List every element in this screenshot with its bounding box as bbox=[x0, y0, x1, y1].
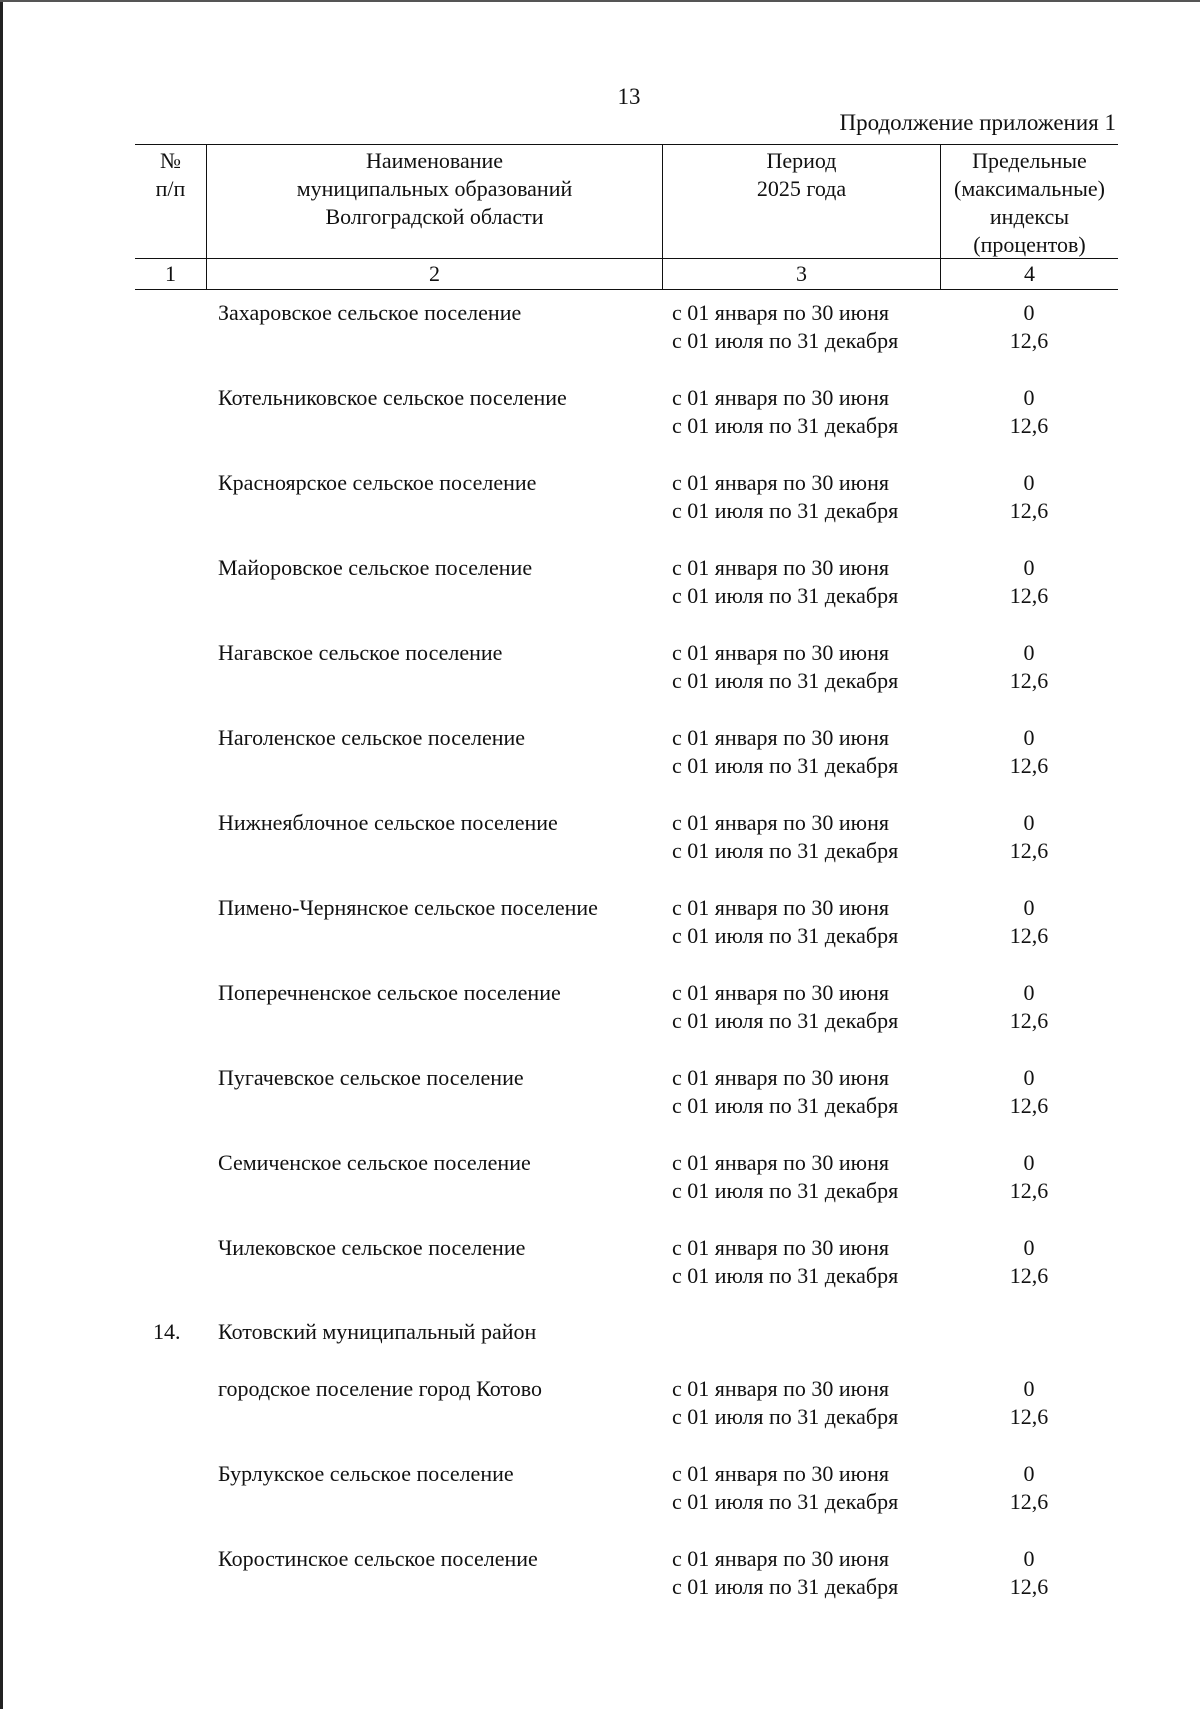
index-cell bbox=[995, 1064, 1063, 1120]
period-line: с 01 июля по 31 декабря bbox=[672, 1008, 899, 1033]
district-name: Котовский муниципальный район bbox=[218, 1319, 537, 1344]
index-value: 12,6 bbox=[1009, 498, 1049, 523]
index-cell bbox=[995, 554, 1063, 610]
period-line: с 01 июля по 31 декабря bbox=[672, 668, 899, 693]
index-value: 12,6 bbox=[1009, 1489, 1049, 1514]
period-line: с 01 января по 30 июня bbox=[672, 980, 890, 1005]
period-cell bbox=[672, 1064, 898, 1120]
settlement-name: Наголенское сельское поселение bbox=[218, 725, 526, 750]
index-value: 12,6 bbox=[1009, 1404, 1049, 1429]
period-line: с 01 июля по 31 декабря bbox=[672, 1093, 899, 1118]
settlement-name: Семиченское сельское поселение bbox=[218, 1150, 531, 1175]
period-line: с 01 июля по 31 декабря bbox=[672, 838, 899, 863]
period-line: с 01 июля по 31 декабря bbox=[672, 1404, 899, 1429]
settlement-name: Поперечненское сельское поселение bbox=[218, 980, 561, 1005]
index-value: 12,6 bbox=[1009, 753, 1049, 778]
index-value: 0 bbox=[1023, 300, 1035, 325]
index-value: 12,6 bbox=[1009, 668, 1049, 693]
period-cell bbox=[672, 299, 898, 355]
index-cell bbox=[995, 1460, 1063, 1516]
column-number: 3 bbox=[796, 261, 807, 286]
index-cell bbox=[995, 809, 1063, 865]
period-line: с 01 января по 30 июня bbox=[672, 385, 890, 410]
period-cell bbox=[672, 554, 898, 610]
period-line: с 01 января по 30 июня bbox=[672, 810, 890, 835]
settlement-name: Пугачевское сельское поселение bbox=[218, 1065, 524, 1090]
index-value: 0 bbox=[1023, 640, 1035, 665]
page-number: 13 bbox=[617, 84, 641, 109]
index-value: 0 bbox=[1023, 980, 1035, 1005]
index-value: 12,6 bbox=[1009, 1008, 1049, 1033]
period-line: с 01 июля по 31 декабря bbox=[672, 1574, 899, 1599]
settlement-name: Нижнеяблочное сельское поселение bbox=[218, 810, 558, 835]
index-value: 12,6 bbox=[1009, 583, 1049, 608]
period-cell bbox=[672, 469, 898, 525]
period-line: с 01 января по 30 июня bbox=[672, 300, 890, 325]
index-cell bbox=[995, 1149, 1063, 1205]
header-line: Наименование муниципальных образований Волгоградской области bbox=[296, 148, 573, 229]
period-cell bbox=[672, 894, 898, 950]
period-line: с 01 января по 30 июня bbox=[672, 1065, 890, 1090]
index-cell bbox=[995, 469, 1063, 525]
index-cell bbox=[995, 979, 1063, 1035]
period-cell bbox=[672, 1375, 898, 1431]
index-value: 12,6 bbox=[1009, 413, 1049, 438]
settlement-name: Котельниковское сельское поселение bbox=[218, 385, 567, 410]
period-cell bbox=[672, 979, 898, 1035]
settlement-name: Пимено-Чернянское сельское поселение bbox=[218, 895, 598, 920]
index-value: 0 bbox=[1023, 1376, 1035, 1401]
index-cell bbox=[995, 639, 1063, 695]
settlement-name: Чилековское сельское поселение bbox=[218, 1235, 526, 1260]
index-value: 12,6 bbox=[1009, 328, 1049, 353]
index-value: 0 bbox=[1023, 1150, 1035, 1175]
index-cell bbox=[995, 1234, 1063, 1290]
period-cell bbox=[672, 1545, 898, 1601]
index-value: 12,6 bbox=[1009, 1093, 1049, 1118]
index-value: 0 bbox=[1023, 470, 1035, 495]
index-value: 0 bbox=[1023, 385, 1035, 410]
period-line: с 01 января по 30 июня bbox=[672, 640, 890, 665]
settlement-name: Нагавское сельское поселение bbox=[218, 640, 503, 665]
period-line: с 01 июля по 31 декабря bbox=[672, 413, 899, 438]
index-value: 0 bbox=[1023, 1235, 1035, 1260]
period-cell bbox=[672, 1234, 898, 1290]
period-cell bbox=[672, 1460, 898, 1516]
index-value: 0 bbox=[1023, 895, 1035, 920]
index-cell bbox=[995, 724, 1063, 780]
period-line: с 01 января по 30 июня bbox=[672, 1150, 890, 1175]
column-number: 2 bbox=[429, 261, 440, 286]
period-cell bbox=[672, 724, 898, 780]
period-line: с 01 января по 30 июня bbox=[672, 1461, 890, 1486]
settlement-name: Коростинское сельское поселение bbox=[218, 1546, 538, 1571]
header-line: Предельные (максимальные) индексы (процентов) bbox=[954, 148, 1105, 257]
period-line: с 01 января по 30 июня bbox=[672, 1546, 890, 1571]
header-line: Период 2025 года bbox=[756, 148, 847, 201]
index-value: 12,6 bbox=[1009, 1574, 1049, 1599]
period-line: с 01 января по 30 июня bbox=[672, 470, 890, 495]
period-line: с 01 июля по 31 декабря bbox=[672, 498, 899, 523]
period-cell bbox=[672, 809, 898, 865]
period-line: с 01 января по 30 июня bbox=[672, 1376, 890, 1401]
header-line: № п/п bbox=[155, 148, 186, 201]
index-cell bbox=[995, 1375, 1063, 1431]
index-value: 0 bbox=[1023, 1546, 1035, 1571]
index-value: 12,6 bbox=[1009, 1263, 1049, 1288]
period-line: с 01 июля по 31 декабря bbox=[672, 328, 899, 353]
period-line: с 01 января по 30 июня bbox=[672, 725, 890, 750]
index-cell bbox=[995, 299, 1063, 355]
index-value: 0 bbox=[1023, 810, 1035, 835]
settlement-name: городское поселение город Котово bbox=[218, 1376, 542, 1401]
continuation-label: Продолжение приложения 1 bbox=[839, 110, 1116, 135]
settlement-name: Красноярское сельское поселение bbox=[218, 470, 537, 495]
period-line: с 01 января по 30 июня bbox=[672, 895, 890, 920]
settlement-name: Майоровское сельское поселение bbox=[218, 555, 533, 580]
index-cell bbox=[995, 894, 1063, 950]
period-line: с 01 июля по 31 декабря bbox=[672, 753, 899, 778]
period-line: с 01 июля по 31 декабря bbox=[672, 583, 899, 608]
column-number: 1 bbox=[165, 261, 176, 286]
row-number: 14. bbox=[153, 1319, 181, 1344]
period-line: с 01 января по 30 июня bbox=[672, 555, 890, 580]
period-cell bbox=[672, 1149, 898, 1205]
period-line: с 01 июля по 31 декабря bbox=[672, 1178, 899, 1203]
index-value: 0 bbox=[1023, 725, 1035, 750]
index-value: 12,6 bbox=[1009, 923, 1049, 948]
index-cell bbox=[995, 1545, 1063, 1601]
period-line: с 01 июля по 31 декабря bbox=[672, 1489, 899, 1514]
index-value: 12,6 bbox=[1009, 838, 1049, 863]
settlement-name: Захаровское сельское поселение bbox=[218, 300, 522, 325]
column-number: 4 bbox=[1024, 261, 1035, 286]
period-line: с 01 июля по 31 декабря bbox=[672, 923, 899, 948]
index-value: 0 bbox=[1023, 1461, 1035, 1486]
period-line: с 01 июля по 31 декабря bbox=[672, 1263, 899, 1288]
index-value: 12,6 bbox=[1009, 1178, 1049, 1203]
index-value: 0 bbox=[1023, 555, 1035, 580]
period-line: с 01 января по 30 июня bbox=[672, 1235, 890, 1260]
period-cell bbox=[672, 384, 898, 440]
settlement-name: Бурлукское сельское поселение bbox=[218, 1461, 514, 1486]
index-value: 0 bbox=[1023, 1065, 1035, 1090]
index-cell bbox=[995, 384, 1063, 440]
period-cell bbox=[672, 639, 898, 695]
